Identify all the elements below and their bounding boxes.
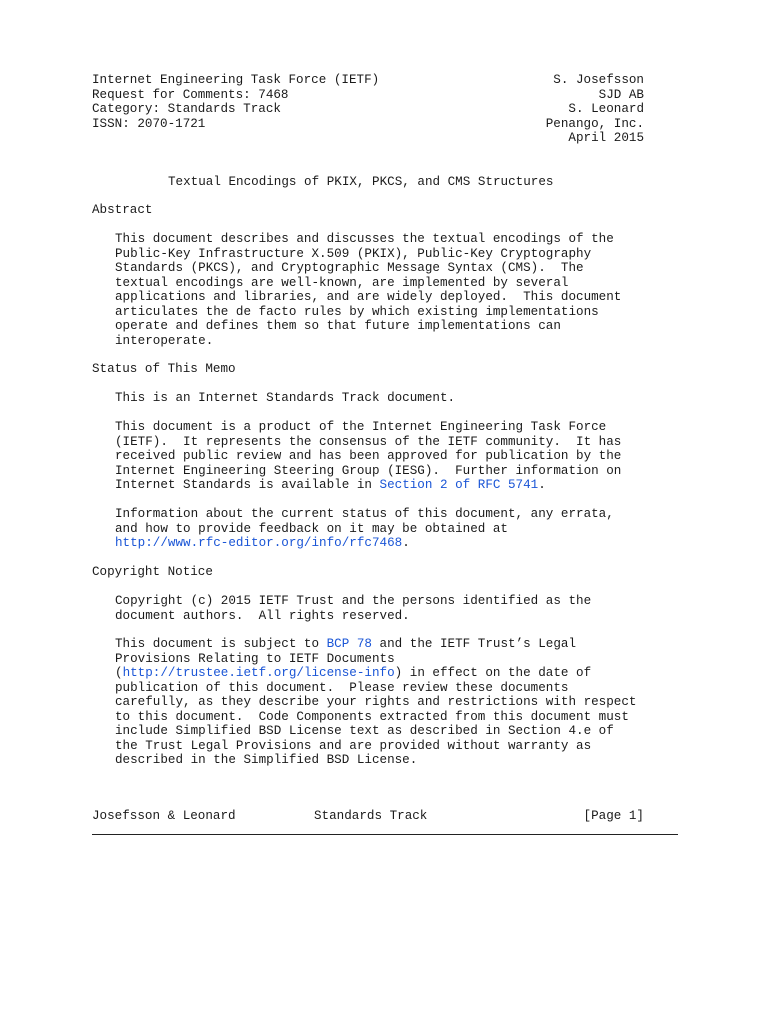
footer-page-number: [Page 1]	[583, 809, 644, 823]
abstract-line: Standards (PKCS), and Cryptographic Message Syntax (CMS). The	[115, 261, 584, 275]
copyright-line: Copyright (c) 2015 IETF Trust and the persons identified as the	[115, 594, 592, 608]
header-author-2: S. Leonard	[568, 102, 644, 116]
footer-authors: Josefsson & Leonard	[92, 809, 236, 823]
header-date: April 2015	[568, 131, 644, 145]
status-line: Internet Engineering Steering Group (IESG). Further information on	[115, 463, 622, 478]
abstract-heading: Abstract	[92, 203, 153, 217]
header-rfc-number: Request for Comments: 7468	[92, 87, 289, 102]
status-line: Information about the current status of this document, any errata,	[115, 507, 614, 521]
status-line: received public review and has been approved for publication by the	[115, 449, 622, 463]
status-line-text: Internet Standards is available in	[115, 478, 380, 492]
copyright-line	[115, 666, 591, 681]
abstract-line: operate and defines them so that future implementations can	[115, 319, 561, 333]
status-paragraph-1: This is an Internet Standards Track document.	[115, 391, 456, 405]
rfc5741-link[interactable]: Section 2 of RFC 5741	[379, 478, 539, 492]
rfc-editor-link[interactable]: http://www.rfc-editor.org/info/rfc7468	[115, 536, 403, 550]
header-category: Category: Standards Track	[92, 102, 281, 116]
copyright-text: This document is subject to	[115, 637, 327, 651]
page-divider	[92, 834, 678, 835]
copyright-line: the Trust Legal Provisions and are provided without warranty as	[115, 738, 592, 753]
document-title: Textual Encodings of PKIX, PKCS, and CMS Structures	[168, 174, 554, 189]
copyright-text: and the IETF Trust’s Legal	[371, 637, 577, 651]
abstract-line: textual encodings are well-known, are implemented by several	[115, 275, 569, 290]
header-issn: ISSN: 2070-1721	[92, 116, 206, 131]
abstract-line: This document describes and discusses the textual encodings of the	[115, 232, 614, 246]
header-author-1: S. Josefsson	[553, 73, 644, 87]
status-line: and how to provide feedback on it may be obtained at	[115, 521, 508, 536]
status-line: (IETF). It represents the consensus of the IETF community. It has	[115, 434, 622, 449]
abstract-line: articulates the de facto rules by which existing implementations	[115, 304, 599, 319]
copyright-text: ) in effect on the date of	[394, 666, 592, 680]
copyright-line: document authors. All rights reserved.	[115, 608, 410, 623]
copyright-line: publication of this document. Please review these documents	[115, 680, 569, 695]
copyright-line: described in the Simplified BSD License.	[115, 753, 418, 767]
abstract-line: Public-Key Infrastructure X.509 (PKIX), Public-Key Cryptography	[115, 246, 592, 261]
footer-category: Standards Track	[314, 809, 428, 823]
status-line	[115, 536, 410, 551]
copyright-heading: Copyright Notice	[92, 565, 213, 579]
header-organization: Internet Engineering Task Force (IETF)	[92, 73, 380, 87]
copyright-line: include Simplified BSD License text as described in Section 4.e of	[115, 724, 614, 738]
status-heading: Status of This Memo	[92, 362, 236, 376]
abstract-line: interoperate.	[115, 333, 214, 348]
copyright-line: carefully, as they describe your rights and restrictions with respect	[115, 695, 637, 709]
copyright-line: to this document. Code Components extracted from this document must	[115, 709, 629, 724]
license-info-link[interactable]: http://trustee.ietf.org/license-info	[122, 666, 395, 680]
bcp78-link[interactable]: BCP 78	[326, 637, 372, 651]
copyright-line: Provisions Relating to IETF Documents	[115, 651, 395, 666]
header-affiliation-2: Penango, Inc.	[545, 116, 644, 131]
punctuation: .	[538, 478, 546, 492]
header-affiliation-1: SJD AB	[598, 87, 644, 102]
copyright-text: (	[115, 666, 123, 680]
status-line	[115, 478, 546, 493]
punctuation: .	[402, 536, 410, 550]
status-line: This document is a product of the Internet Engineering Task Force	[115, 420, 607, 434]
abstract-line: applications and libraries, and are widely deployed. This document	[115, 290, 622, 304]
copyright-line	[115, 637, 576, 652]
